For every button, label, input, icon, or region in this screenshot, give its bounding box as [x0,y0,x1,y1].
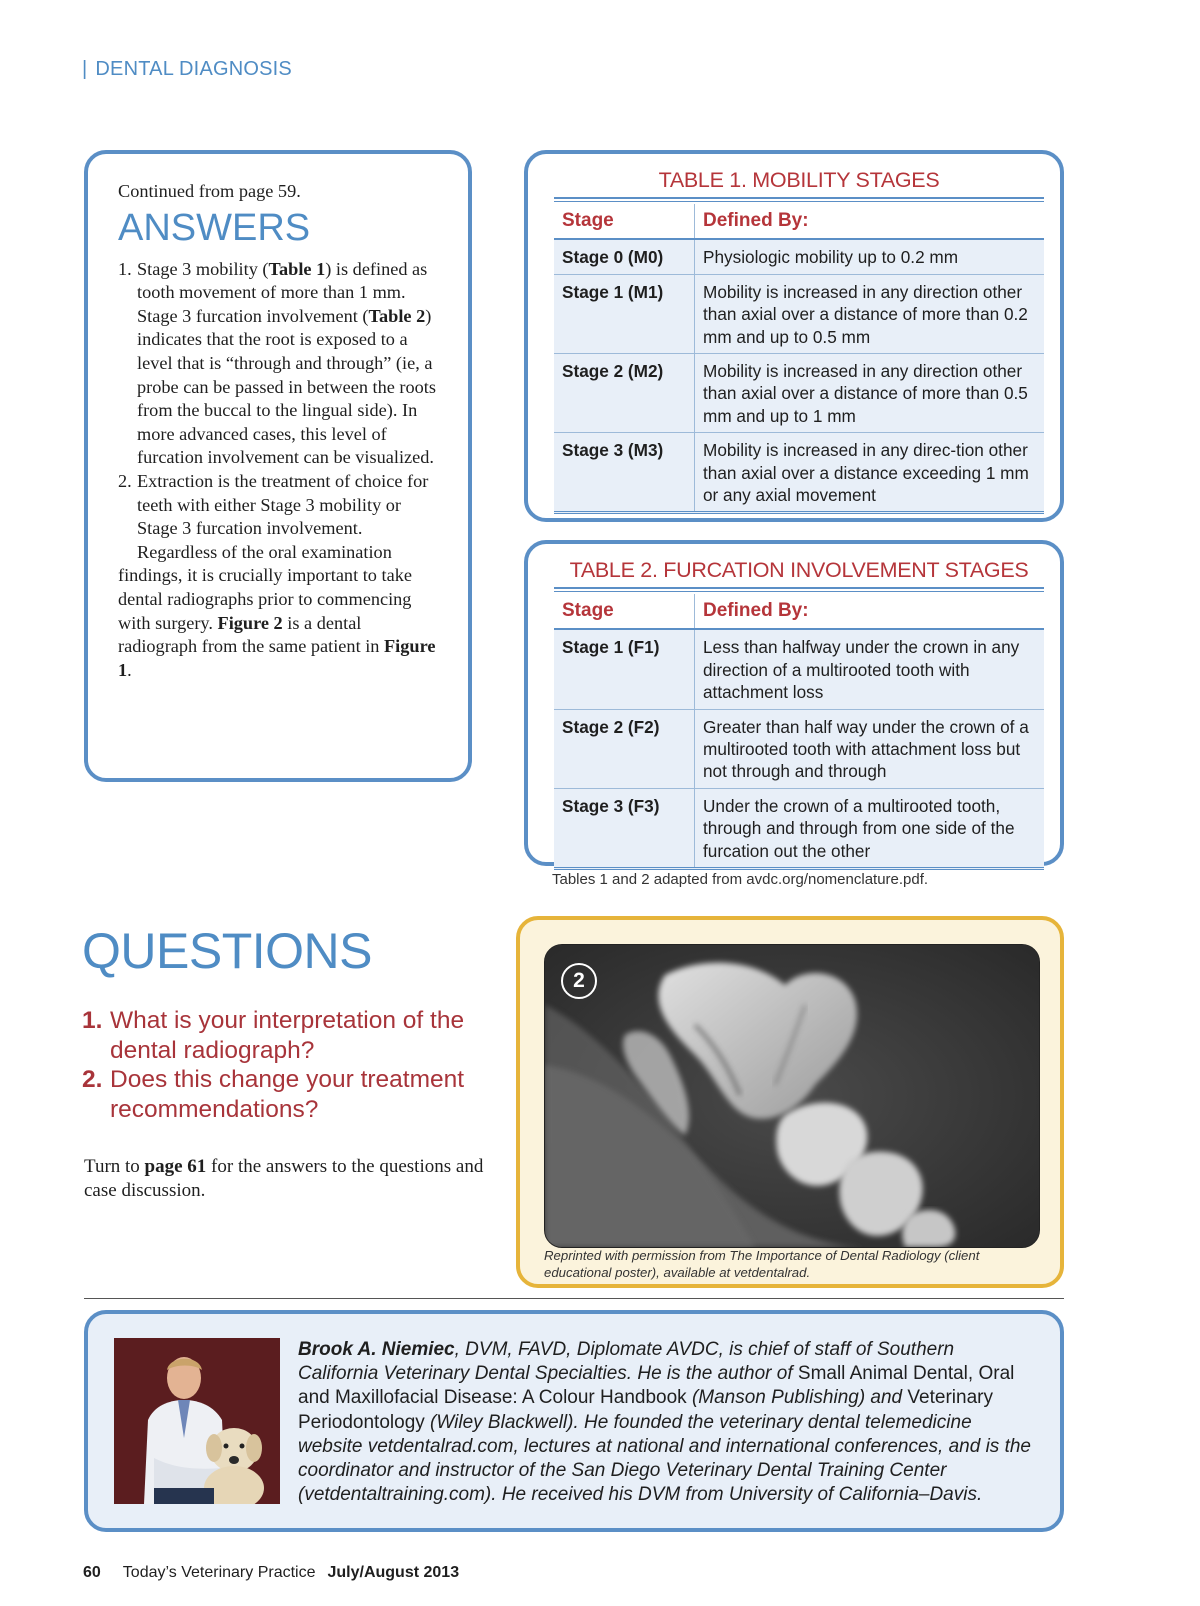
table-header-row [554,204,1044,239]
magazine-name: Today’s Veterinary Practice [122,1564,316,1581]
question-item [82,1065,492,1124]
table-2-ref: Table 2 [368,305,426,326]
table-header-row [554,594,1044,629]
answers-box [84,150,472,782]
answer-text: ) is defined as tooth movement of more than 1 mm. Stage 3 furcation involvement ( [137,258,428,326]
page-footer [83,1564,459,1582]
stage-cell: Stage 3 (M3) [554,433,695,513]
author-name: Brook A. Niemiec [298,1339,455,1360]
mobility-stages-table [554,204,1044,514]
book-title: Small Animal Dental, Oral and Maxillofacial Disease: A Colour Handbook [298,1363,1015,1409]
questions-list [82,1006,492,1124]
book-title: Veterinary Periodontology [298,1387,993,1433]
figure-2-box [516,916,1064,1288]
table-rule [554,197,1044,202]
bio-text: , DVM, FAVD, Diplomate AVDC, is chief of staff of Southern California Veterinary Dental Specialties. He is the author of [298,1339,955,1385]
definition-cell: Less than halfway under the crown in any direction of a multirooted tooth with attachment loss [695,629,1045,709]
table-2-title: TABLE 2. FURCATION INVOLVEMENT STAGES [569,558,1029,582]
table-row [554,274,1044,353]
stage-cell: Stage 1 (M1) [554,274,695,353]
header-bar: | [82,58,88,80]
column-header-stage: Stage [554,594,695,629]
stage-cell: Stage 2 (M2) [554,354,695,433]
paragraph-text: is a dental radiograph from the same patient in [118,612,385,657]
table-row [554,788,1044,868]
bio-text: (Manson Publishing) and [686,1387,908,1409]
answer-item-1 [118,258,442,470]
figure-number-badge: 2 [561,963,597,999]
furcation-stages-table [554,594,1044,870]
page-number: 60 [83,1564,101,1581]
tables-source-note: Tables 1 and 2 adapted from avdc.org/nomenclature.pdf. [552,871,929,888]
table-2-box [524,540,1064,866]
table-1-box [524,150,1064,522]
author-photo-graphic [114,1338,280,1504]
page-ref: page 61 [144,1156,207,1177]
answer-number: 1. [118,258,132,279]
column-header-stage: Stage [554,204,695,239]
stage-cell: Stage 3 (F3) [554,788,695,868]
table-1-title: TABLE 1. MOBILITY STAGES [658,168,940,192]
definition-cell: Mobility is increased in any direction other than axial over a distance of more than 0.5 mm and up to 1 mm [695,354,1045,433]
bio-text: (Wiley Blackwell). He founded the veterinary dental telemedicine website vetdentalrad.com, lectures at national and international conferences, and is the coordinator and instructor of the San Diego Veterinary Dental Training Center (vetdentaltraining.com). He received his DVM from University of California–Davis. [298,1411,1032,1506]
table-rule [554,587,1044,592]
stage-cell: Stage 0 (M0) [554,239,695,274]
figure-1-ref: Figure 1 [118,636,436,680]
paragraph-text: Regardless of the oral examination findings, it is crucially important to take dental radiographs prior to commencing with surgery. [118,541,412,633]
answer-number: 2. [118,470,132,491]
table-row [554,433,1044,513]
paragraph-text: . [127,659,132,680]
stage-cell: Stage 1 (F1) [554,629,695,709]
column-header-defined-by: Defined By: [695,594,1045,629]
figure-2-ref: Figure 2 [217,612,283,633]
turn-to-note [84,1155,484,1203]
question-number: 1. [82,1007,103,1034]
answers-title: ANSWERS [118,206,311,249]
definition-cell: Mobility is increased in any direction other than axial over a distance of more than 0.2 mm and up to 0.5 mm [695,274,1045,353]
table-row [554,354,1044,433]
section-title: DENTAL DIAGNOSIS [95,58,292,80]
stage-cell: Stage 2 (F2) [554,709,695,788]
column-header-defined-by: Defined By: [695,204,1045,239]
answer-item-2 [118,470,442,541]
continued-note: Continued from page 59. [118,181,301,201]
question-text: What is your interpretation of the dental radiograph? [110,1007,465,1064]
radiograph-graphic [545,945,1039,1247]
definition-cell: Under the crown of a multirooted tooth, through and through from one side of the furcation out the other [695,788,1045,868]
answer-paragraph [118,541,442,683]
definition-cell: Physiologic mobility up to 0.2 mm [695,239,1045,274]
author-photo [114,1338,280,1504]
table-1-ref: Table 1 [268,258,326,279]
author-bio-text [298,1338,1038,1507]
question-item [82,1006,492,1065]
issue-date: July/August 2013 [327,1564,460,1581]
figure-caption: Reprinted with permission from The Importance of Dental Radiology (client educational poster), available at vetdentalrad. [544,1248,980,1280]
definition-cell: Greater than half way under the crown of a multirooted tooth with attachment loss but not through and through [695,709,1045,788]
questions-title: QUESTIONS [82,923,372,979]
question-number: 2. [82,1066,103,1093]
section-divider [84,1298,1064,1299]
table-row [554,709,1044,788]
definition-cell: Mobility is increased in any direc-tion other than axial over a distance exceeding 1 mm or any axial movement [695,433,1045,513]
table-row [554,239,1044,274]
answer-text: ) indicates that the root is exposed to a level that is “through and through” (ie, a probe can be passed in between the roots from the buccal to the lingual side). In more advanced cases, this level of furcation involvement can be visualized. [137,305,436,468]
question-text: Does this change your treatment recommendations? [110,1066,465,1123]
dental-radiograph-image [544,944,1040,1248]
turn-text: Turn to [84,1156,145,1177]
section-header [82,58,292,81]
answer-text: Extraction is the treatment of choice for teeth with either Stage 3 mobility or Stage 3 furcation involvement. [137,470,429,539]
answer-text: Stage 3 mobility ( [137,258,269,279]
table-row [554,629,1044,709]
author-bio-box [84,1310,1064,1532]
turn-text: for the answers to the questions and case discussion. [84,1156,484,1201]
